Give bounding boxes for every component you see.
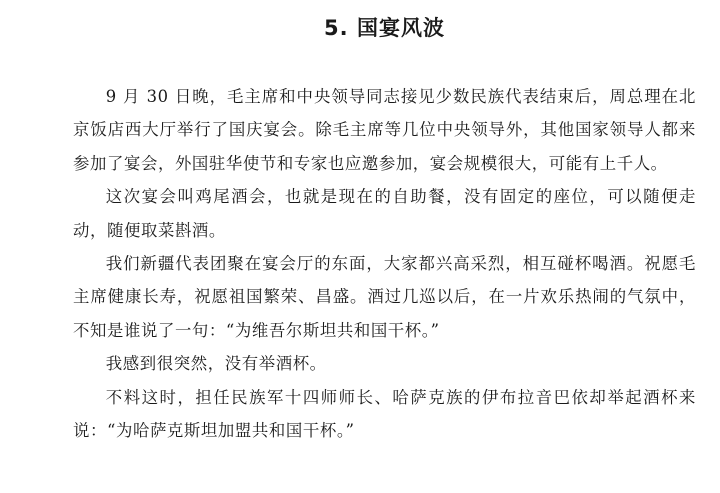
paragraph-3: 我们新疆代表团聚在宴会厅的东面，大家都兴高采烈，相互碰杯喝酒。祝愿毛主席健康长寿，祝愿祖国繁荣、昌盛。酒过几巡以后，在一片欢乐热闹的气氛中，不知是谁说了一句：“为维吾尔斯坦共和国干杯。” xyxy=(73,254,696,340)
paragraph-5: 不料这时，担任民族军十四师师长、哈萨克族的伊布拉音巴依却举起酒杯来说：“为哈萨克斯坦加盟共和国干杯。” xyxy=(73,387,696,441)
paragraph-1: 9 月 30 日晚，毛主席和中央领导同志接见少数民族代表结束后，周总理在北京饭店西大厅举行了国庆宴会。除毛主席等几位中央领导外，其他国家领导人都来参加了宴会，外国驻华使节和专家也应邀参加，宴会规模很大，可能有上千人。 xyxy=(73,87,696,173)
body-text xyxy=(73,80,696,447)
paragraph-4: 我感到很突然，没有举酒杯。 xyxy=(105,354,327,374)
paragraph-2: 这次宴会叫鸡尾酒会，也就是现在的自助餐，没有固定的座位，可以随便走动，随便取菜斟酒。 xyxy=(73,187,696,240)
section-title: 5. 国宴风波 xyxy=(324,16,445,40)
